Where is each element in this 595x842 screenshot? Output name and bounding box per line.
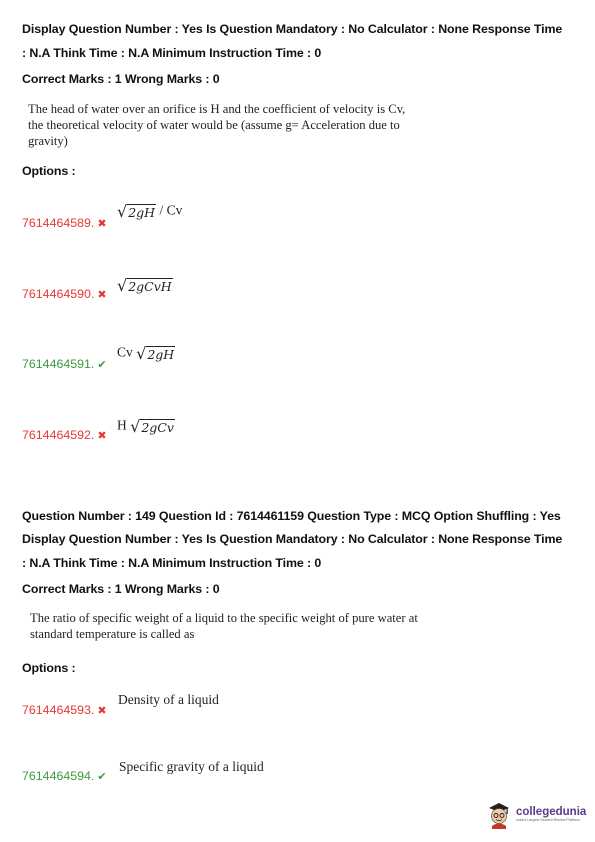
q1-option-1-id	[22, 216, 107, 230]
sqrt-icon: √	[136, 344, 147, 363]
option-id-text: 7614464590.	[22, 287, 95, 301]
option-prefix: Cv	[117, 344, 137, 360]
q2-options-label: Options :	[22, 661, 76, 675]
option-id-text: 7614464593.	[22, 703, 95, 717]
radicand: 2gH	[147, 347, 175, 362]
q1-option-3-content	[117, 344, 175, 363]
q1-text-line-2: the theoretical velocity of water would be (assume g= Acceleration due to	[28, 118, 400, 132]
q1-meta-line-2: : N.A Think Time : N.A Minimum Instruction Time : 0	[22, 46, 322, 60]
q2-option-1-id	[22, 703, 107, 717]
sqrt-expression	[136, 344, 175, 363]
option-suffix: / Cv	[156, 202, 183, 218]
q2-option-2-text: Specific gravity of a liquid	[119, 759, 264, 774]
student-avatar-icon	[486, 799, 512, 829]
option-prefix: H	[117, 417, 131, 433]
sqrt-expression	[130, 417, 175, 436]
logo-tagline: India's Largest Student Review Platform	[516, 818, 580, 822]
logo-text	[516, 806, 586, 822]
radicand: 2gCv	[141, 420, 174, 435]
sqrt-expression	[117, 202, 156, 221]
option-id-text: 7614464591.	[22, 357, 95, 371]
q2-option-1-text: Density of a liquid	[118, 692, 219, 707]
q2-meta-line-0: Question Number : 149 Question Id : 7614461159 Question Type : MCQ Option Shuffling : Yes	[22, 509, 561, 523]
q1-options-label: Options :	[22, 164, 76, 178]
sqrt-icon: √	[117, 202, 128, 221]
sqrt-icon: √	[117, 276, 128, 295]
q1-text-line-3: gravity)	[28, 134, 68, 148]
q2-text-line-2: standard temperature is called as	[30, 627, 195, 641]
q1-option-2-id	[22, 287, 107, 301]
radicand: 2gH	[128, 205, 156, 220]
sqrt-icon: √	[130, 417, 141, 436]
q1-meta-line-1: Display Question Number : Yes Is Question Mandatory : No Calculator : None Response Time	[22, 22, 563, 36]
wrong-mark-icon: ✖	[97, 705, 107, 717]
q1-option-3-id	[22, 357, 107, 371]
q1-option-1-content	[117, 202, 182, 221]
sqrt-expression	[117, 276, 173, 295]
wrong-mark-icon: ✖	[97, 430, 107, 442]
q2-meta-line-2: : N.A Think Time : N.A Minimum Instruction Time : 0	[22, 556, 322, 570]
wrong-mark-icon: ✖	[97, 289, 107, 301]
q2-text-line-1: The ratio of specific weight of a liquid to the specific weight of pure water at	[30, 611, 418, 625]
q1-option-4-id	[22, 428, 107, 442]
q2-option-2-id	[22, 769, 107, 783]
q1-marks: Correct Marks : 1 Wrong Marks : 0	[22, 72, 220, 86]
option-id-text: 7614464592.	[22, 428, 95, 442]
correct-mark-icon: ✔	[97, 359, 107, 371]
collegedunia-logo	[486, 799, 586, 829]
logo-name: collegedunia	[516, 806, 587, 818]
q1-question-text	[28, 101, 405, 149]
q2-meta-line-1: Display Question Number : Yes Is Question Mandatory : No Calculator : None Response Time	[22, 532, 563, 546]
q1-text-line-1: The head of water over an orifice is H and the coefficient of velocity is Cv,	[28, 102, 406, 116]
option-id-text: 7614464594.	[22, 769, 95, 783]
q2-question-text	[30, 610, 418, 642]
q1-option-2-content	[117, 276, 173, 295]
q2-marks: Correct Marks : 1 Wrong Marks : 0	[22, 582, 220, 596]
radicand: 2gCvH	[128, 279, 172, 294]
q1-option-4-content	[117, 417, 175, 436]
correct-mark-icon: ✔	[97, 771, 107, 783]
option-id-text: 7614464589.	[22, 216, 95, 230]
wrong-mark-icon: ✖	[97, 218, 107, 230]
